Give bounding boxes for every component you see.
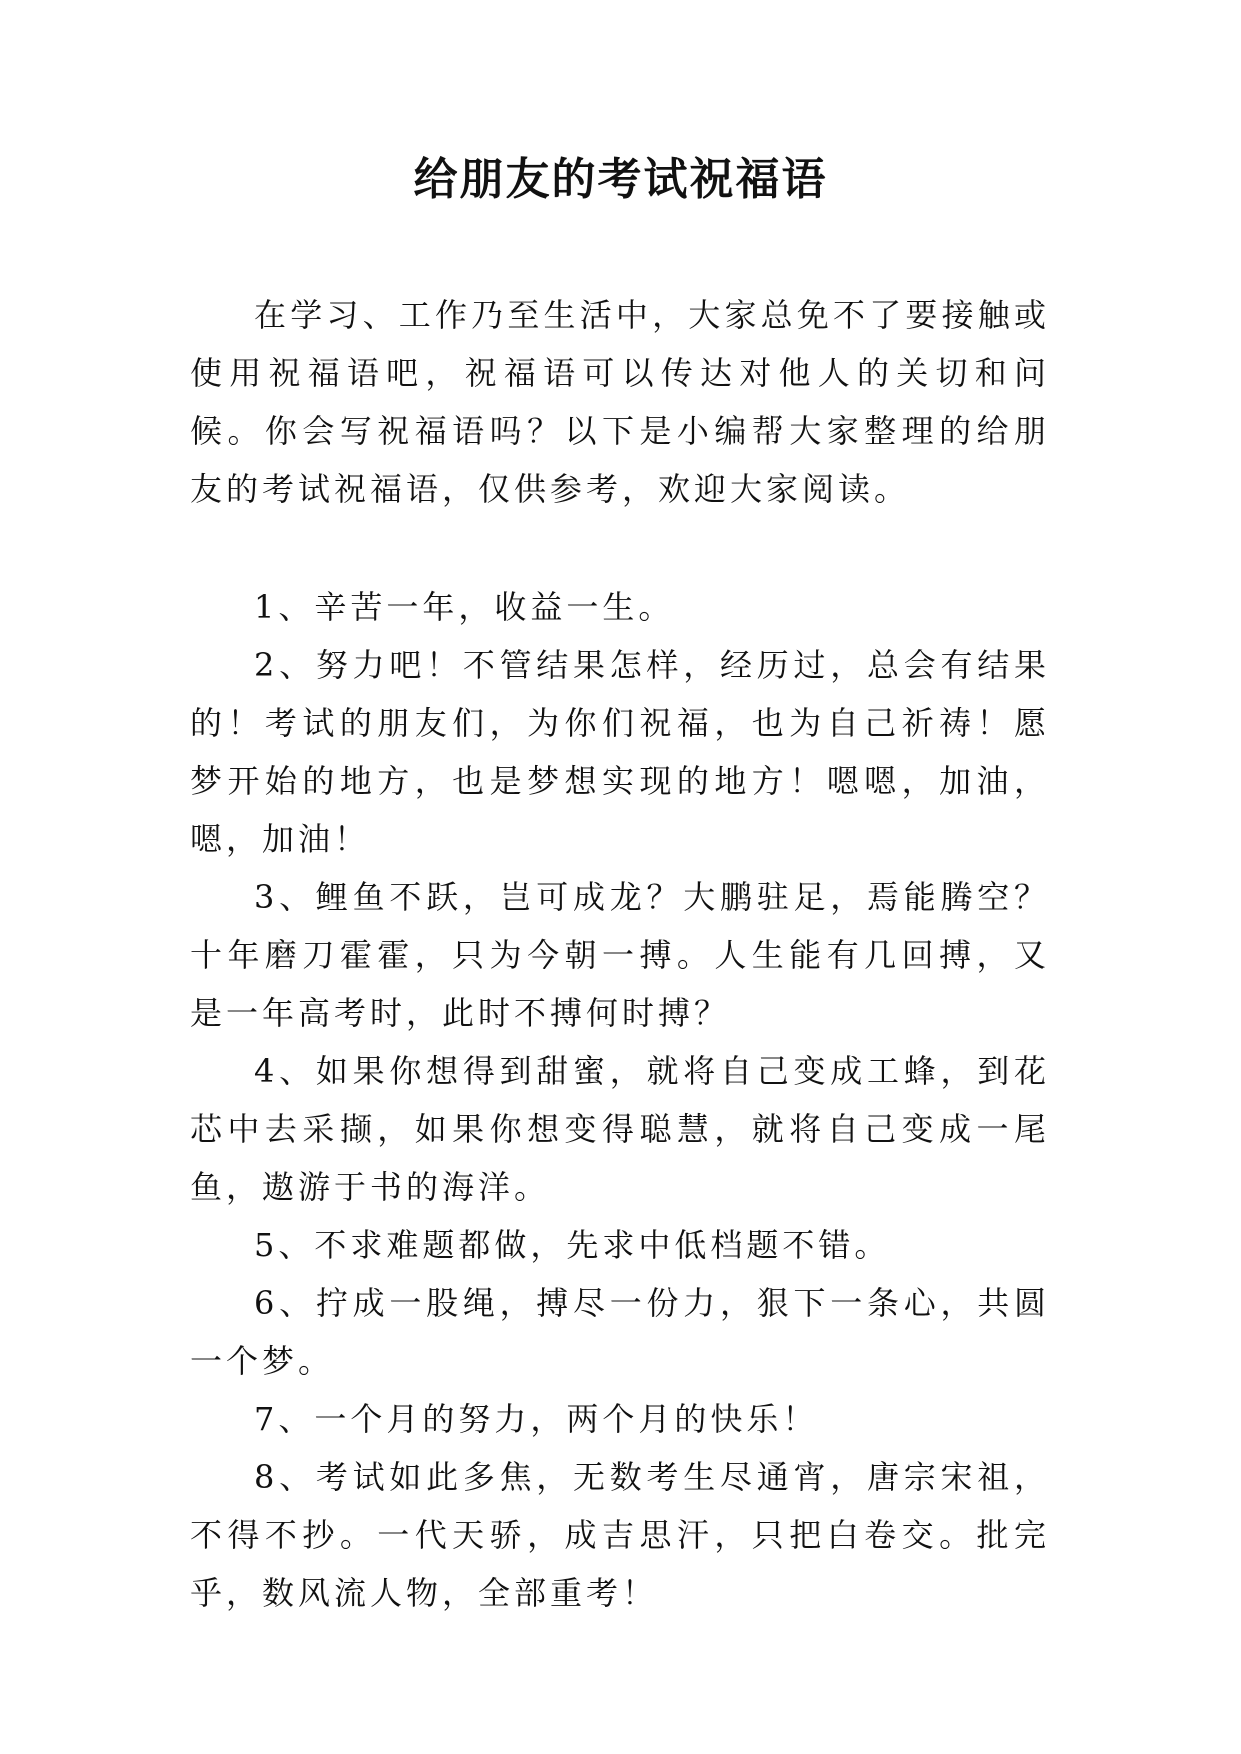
- wish-item-5: 5、不求难题都做，先求中低档题不错。: [254, 1226, 891, 1264]
- wishes-list: [190, 578, 1050, 1622]
- intro-paragraph: 在学习、工作乃至生活中，大家总免不了要接触或使用祝福语吧，祝福语可以传达对他人的关切和问候。你会写祝福语吗？以下是小编帮大家整理的给朋友的考试祝福语，仅供参考，欢迎大家阅读。: [190, 296, 1050, 508]
- document-title: 给朋友的考试祝福语: [413, 154, 828, 205]
- wish-item-7: 7、一个月的努力，两个月的快乐！: [254, 1400, 819, 1438]
- wish-item-2: 2、努力吧！不管结果怎样，经历过，总会有结果的！考试的朋友们，为你们祝福，也为自己祈祷！愿梦开始的地方，也是梦想实现的地方！嗯嗯，加油，嗯，加油！: [190, 646, 1050, 858]
- intro-section: [190, 286, 1050, 518]
- wish-item-3: 3、鲤鱼不跃，岂可成龙？大鹏驻足，焉能腾空？十年磨刀霍霍，只为今朝一搏。人生能有几回搏，又是一年高考时，此时不搏何时搏？: [190, 878, 1050, 1032]
- wish-item-8: 8、考试如此多焦，无数考生尽通宵，唐宗宋祖，不得不抄。一代天骄，成吉思汗，只把白卷交。批完乎，数风流人物，全部重考！: [190, 1458, 1050, 1612]
- wish-item-6: 6、拧成一股绳，搏尽一份力，狠下一条心，共圆一个梦。: [190, 1284, 1050, 1380]
- wish-item-4: 4、如果你想得到甜蜜，就将自己变成工蜂，到花芯中去采撷，如果你想变得聪慧，就将自己变成一尾鱼，遨游于书的海洋。: [190, 1052, 1050, 1206]
- wish-item-1: 1、辛苦一年，收益一生。: [254, 588, 675, 626]
